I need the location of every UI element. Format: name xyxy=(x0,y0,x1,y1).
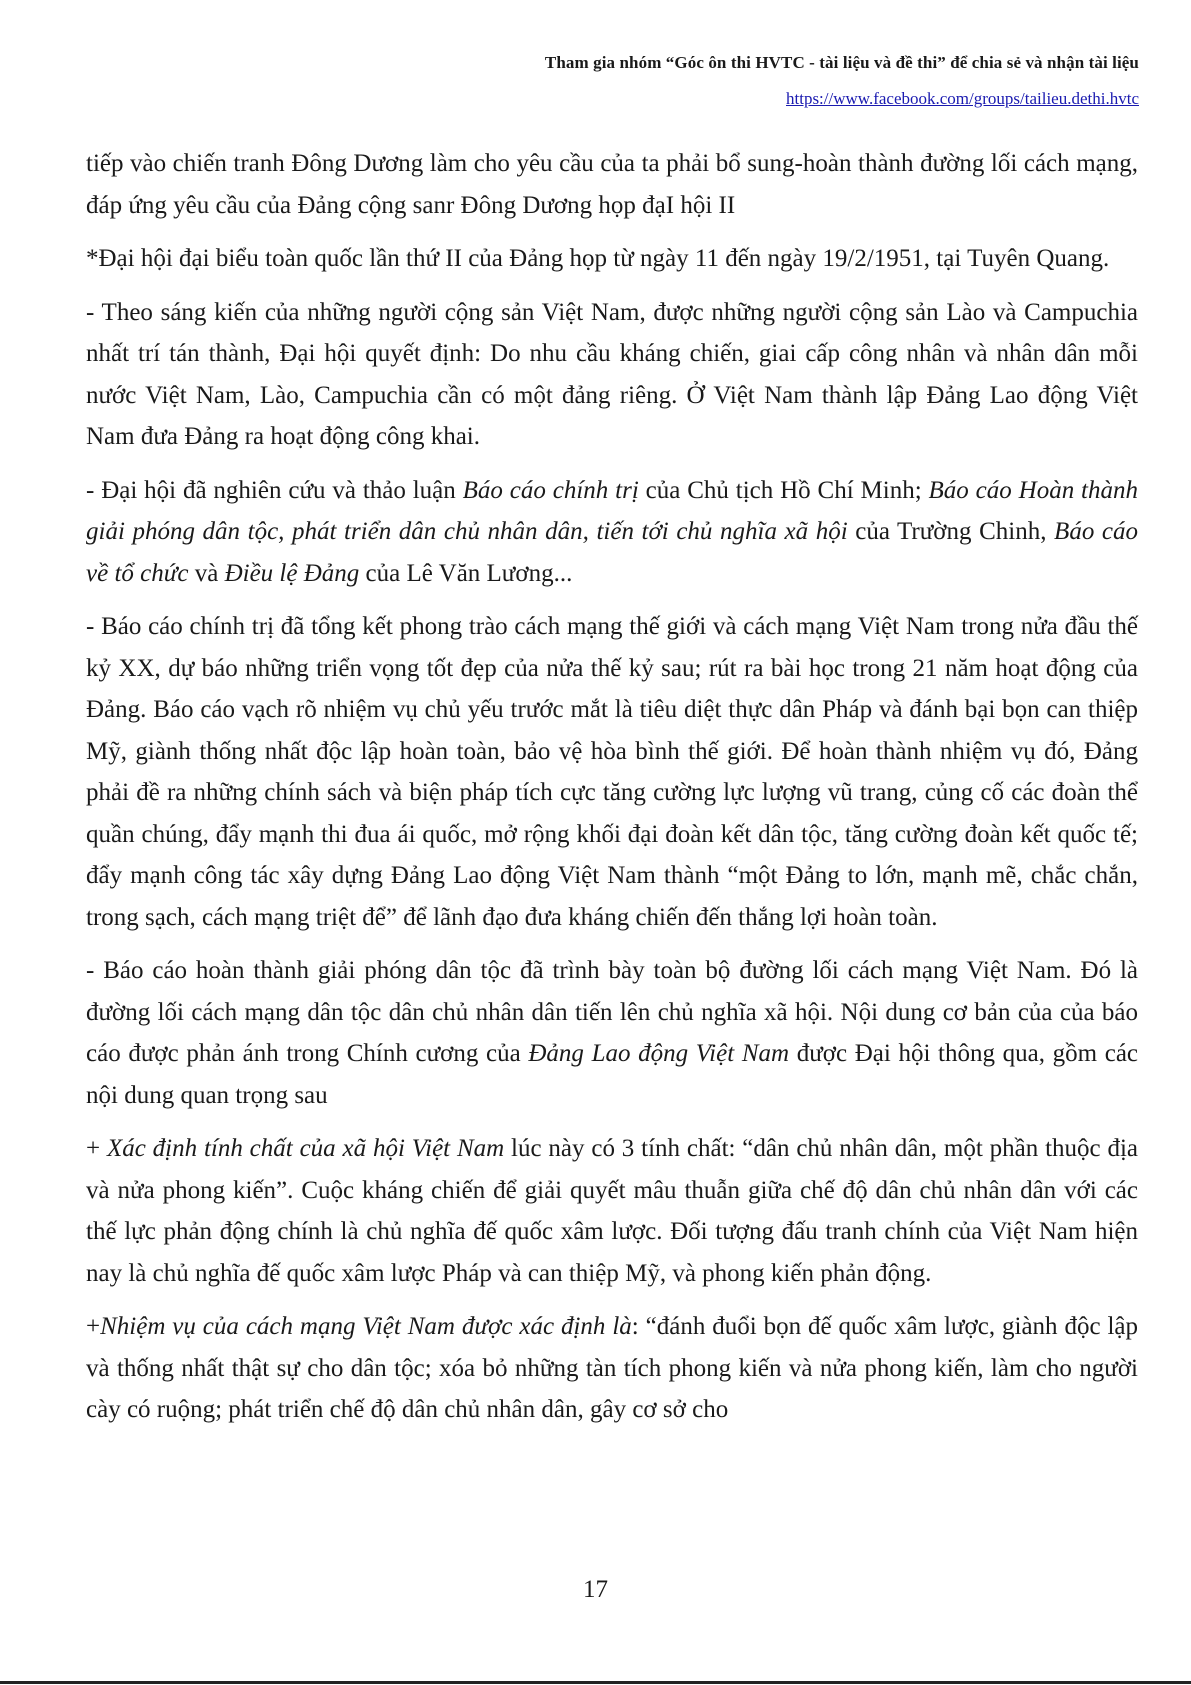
text-segment: - Báo cáo chính trị đã tổng kết phong trào cách mạng thế giới và cách mạng Việt Nam trong nửa đầu thế kỷ XX, dự báo những triển vọng tốt đẹp của nửa thế kỷ sau; rút ra bài học trong 21 năm hoạt động của Đảng. Báo cáo vạch rõ nhiệm vụ chủ yếu trước mắt là tiêu diệt thực dân Pháp và đánh bại bọn can thiệp Mỹ, giành thống nhất độc lập hoàn toàn, bảo vệ hòa bình thế giới. Để hoàn thành nhiệm vụ đó, Đảng phải đề ra những chính sách và biện pháp tích cực tăng cường lực lượng vũ trang, củng cố các đoàn thể quần chúng, đẩy mạnh thi đua ái quốc, mở rộng khối đại đoàn kết dân tộc, tăng cường đoàn kết quốc tế; đẩy mạnh công tác xây dựng Đảng Lao động Việt Nam thành “một Đảng to lớn, mạnh mẽ, chắc chắn, trong sạch, cách mạng triệt để” để lãnh đạo đưa kháng chiến đến thắng lợi hoàn toàn. xyxy=(86,613,1138,931)
text-segment: tiếp vào chiến tranh Đông Dương làm cho yêu cầu của ta phải bổ sung-hoàn thành đường lối cách mạng, đáp ứng yêu cầu của Đảng cộng sanr Đông Dương họp đạI hội II xyxy=(86,150,1138,219)
text-segment: lúc này có 3 tính chất: “dân chủ nhân dân, một phần thuộc địa và nửa phong kiến”. Cuộc kháng chiến để giải quyết mâu thuẫn giữa chế độ dân chủ nhân dân với các thế lực phản động chính là chủ nghĩa đế quốc xâm lược. Đối tượng đấu tranh chính của Việt Nam hiện nay là chủ nghĩa đế quốc xâm lược Pháp và can thiệp Mỹ, và phong kiến phản động. xyxy=(86,1135,1138,1287)
italic-text: Báo cáo về tổ chức xyxy=(86,518,1138,587)
italic-text: Báo cáo chính trị xyxy=(462,476,639,504)
italic-text: Điều lệ Đảng xyxy=(224,559,360,587)
paragraph xyxy=(86,143,1138,226)
text-segment: của Lê Văn Lương... xyxy=(359,559,573,587)
italic-text: Xác định tính chất của xã hội Việt Nam xyxy=(106,1135,505,1162)
document-body xyxy=(86,143,1138,1443)
paragraph xyxy=(86,606,1138,938)
text-segment: + xyxy=(86,1313,101,1340)
bottom-divider xyxy=(0,1681,1191,1684)
italic-text: Nhiệm vụ của cách mạng Việt Nam được xác định là xyxy=(100,1313,632,1340)
paragraph xyxy=(86,470,1138,595)
paragraph xyxy=(86,238,1138,280)
text-segment: + xyxy=(86,1135,107,1162)
text-segment: - Báo cáo hoàn thành giải phóng dân tộc đã trình bày toàn bộ đường lối cách mạng Việt Nam. Đó là đường lối cách mạng dân tộc dân chủ nhân dân tiến lên chủ nghĩa xã hội. Nội dung cơ bản của của báo cáo được phản ánh trong Chính cương của xyxy=(86,957,1138,1067)
text-segment: : “đánh đuổi bọn đế quốc xâm lược, giành độc lập và thống nhất thật sự cho dân tộc; xóa bỏ những tàn tích phong kiến và nửa phong kiến, làm cho người cày có ruộng; phát triển chế độ dân chủ nhân dân, gây cơ sở cho xyxy=(86,1313,1139,1423)
text-segment: - Đại hội đã nghiên cứu và thảo luận xyxy=(86,476,463,504)
paragraph xyxy=(86,950,1138,1116)
italic-text: Báo cáo Hoàn thành giải phóng dân tộc, phát triển dân chủ nhân dân, tiến tới chủ nghĩa xã hội xyxy=(86,476,1139,545)
paragraph xyxy=(86,1306,1138,1431)
text-segment: của Chủ tịch Hồ Chí Minh; xyxy=(638,476,929,504)
text-segment: *Đại hội đại biểu toàn quốc lần thứ II của Đảng họp từ ngày 11 đến ngày 19/2/1951, tại Tuyên Quang. xyxy=(86,245,1110,272)
paragraph xyxy=(86,1128,1138,1294)
text-segment: của Trường Chinh, xyxy=(847,518,1055,545)
page-number: 17 xyxy=(583,1576,608,1603)
text-segment: được Đại hội thông qua, gồm các nội dung quan trọng sau xyxy=(86,1040,1139,1109)
paragraph xyxy=(86,292,1138,458)
italic-text: Đảng Lao động Việt Nam xyxy=(528,1040,790,1067)
text-segment: và xyxy=(188,559,225,587)
text-segment: - Theo sáng kiến của những người cộng sản Việt Nam, được những người cộng sản Lào và Campuchia nhất trí tán thành, Đại hội quyết định: Do nhu cầu kháng chiến, giai cấp công nhân và nhân dân mỗi nước Việt Nam, Lào, Campuchia cần có một đảng riêng. Ở Việt Nam thành lập Đảng Lao động Việt Nam đưa Đảng ra hoạt động công khai. xyxy=(86,298,1138,450)
header-title: Tham gia nhóm “Góc ôn thi HVTC - tài liệu và đề thi” để chia sẻ và nhận tài liệu xyxy=(544,53,1139,72)
page-header xyxy=(545,50,1139,112)
group-link[interactable]: https://www.facebook.com/groups/tailieu.dethi.hvtc xyxy=(786,89,1139,108)
